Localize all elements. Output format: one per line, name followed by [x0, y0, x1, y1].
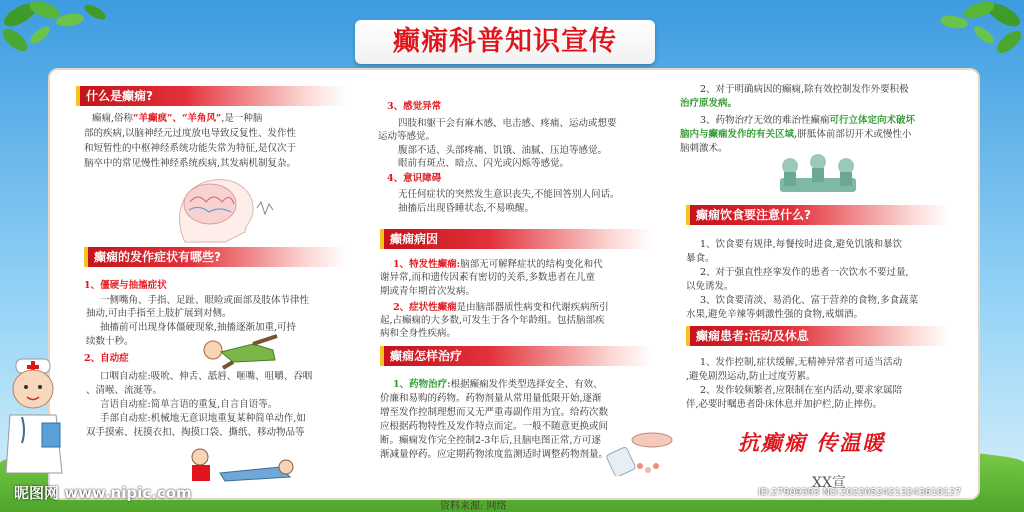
cause2-text: 是由脑部器质性病变和代谢疾病所引 [456, 302, 609, 313]
intro-text-c: ,是一种脑 [221, 113, 263, 124]
diet-line-6: 水果,避免辛辣等刺激性强的食物,戒烟酒。 [686, 309, 864, 320]
section-head-symptoms [84, 247, 346, 267]
cause2-line-1 [393, 301, 609, 315]
section-head-diet [686, 205, 950, 225]
section-head-label: 癫痫怎样治疗 [390, 349, 463, 363]
section-head-label: 什么是癫痫? [86, 89, 153, 103]
intro-text-a: 癫痫,俗称 [92, 113, 134, 124]
sensory-line-3: 腹部不适、头部疼痛、饥饿、油腻、压迫等感觉。 [398, 145, 608, 156]
treat3-line-3: 脑刺激术。 [680, 143, 728, 154]
treat3-text-2: 胼胝体前部切开术或慢性小 [797, 129, 912, 140]
diet-line-2: 暴食。 [686, 253, 715, 264]
sensory-line-2: 运动等感觉。 [378, 131, 436, 142]
symptom1-line-1: 一侧嘴角、手指、足趾、眼睑或面部及肢体节律性 [100, 295, 310, 306]
diet-line-5: 3、饮食要清淡、易消化、富于营养的食物,多食蔬菜 [700, 295, 919, 306]
automatism-line-2: 、清喉、流涎等。 [86, 385, 163, 396]
symptom-sub-2: 2、自动症 [84, 353, 129, 364]
intro-nickname: “羊癫疯”、“羊角风” [133, 113, 222, 124]
doctor-illustration [2, 355, 74, 475]
consciousness-line-1: 无任何症状的突然发生意识丧失,不能回答别人问话。 [398, 189, 620, 200]
brain-head-illustration [165, 172, 275, 244]
section-head-label: 癫痫患者:活动及休息 [696, 329, 809, 343]
source-note: 资料来源: 网络 [440, 501, 507, 512]
section-head-activity [686, 326, 950, 346]
treat3-line-2 [680, 128, 911, 142]
cause1-title: 1、特发性癫痫: [393, 259, 461, 270]
treat3-green-text: 可行立体定向术破坏 [829, 115, 916, 126]
activity-line-4: 伴,必要时嘱患者卧床休息并加护栏,防止摔伤。 [686, 399, 883, 410]
intro-line-2: 部的疾病,以脑神经元过度放电导致反复性、发作性 [84, 128, 297, 139]
leaves-left-decoration [0, 0, 120, 70]
sensory-sub: 3、感觉异常 [387, 101, 442, 112]
treatment-line-1 [393, 378, 603, 392]
automatism-line-5: 双手摸索、抚摸衣扣、掏摸口袋、撕纸、移动物品等 [86, 427, 305, 438]
diet-line-1: 1、饮食要有规律,每餐按时进食,避免饥饿和暴饮 [700, 239, 903, 250]
treatment-title: 1、药物治疗: [393, 379, 451, 390]
automatism-line-4: 手部自动症:机械地无意识地重复某种简单动作,如 [100, 413, 306, 424]
section-head-what-is-epilepsy [76, 86, 346, 106]
treat3-line-1 [700, 114, 915, 128]
surgery-team-illustration [770, 152, 865, 194]
treatment-line-4: 应根据药物特性及发作特点而定。一般不随意更换或间 [380, 421, 609, 432]
cause2-line-3: 病和全身性疾病。 [380, 328, 457, 339]
treatment-line-5: 断。癫痫发作完全控制2-3年后,且脑电图正常,方可逐 [380, 435, 601, 446]
treat2-line-1: 2、对于明确病因的癫痫,除有效控制发作外要积极 [700, 84, 909, 95]
cause1-text: 脑部无可解释症状的结构变化和代 [460, 259, 603, 270]
intro-line-4: 脑卒中的常见慢性神经系统疾病,其发病机制复杂。 [84, 158, 297, 169]
automatism-line-3: 言语自动症:简单言语的重复,自言自语等。 [100, 399, 278, 410]
cause1-line-3: 期或青年期首次发病。 [380, 286, 476, 297]
first-aid-illustration [180, 443, 300, 483]
leaves-right-decoration [904, 0, 1024, 70]
activity-line-2: ,避免剧烈运动,防止过度劳累。 [686, 371, 816, 382]
consciousness-sub: 4、意识障碍 [387, 173, 442, 184]
seizure-person-illustration [193, 330, 285, 370]
diet-line-3: 2、对于强直性痉挛发作的患者一次饮水不要过量, [700, 267, 909, 278]
cause1-line-1 [393, 258, 603, 272]
diet-line-4: 以免诱发。 [686, 281, 734, 292]
treatment-line-2: 价廉和易购的药物。药物剂量从常用量低限开始,逐渐 [380, 393, 602, 404]
intro-line-3: 和短暂性的中枢神经系统功能失常为特征,是仅次于 [84, 143, 297, 154]
treat2-line-2: 治疗原发病。 [680, 98, 738, 109]
cause1-line-2: 谢异常,而和遗传因素有密切的关系,多数患者在儿童 [380, 272, 596, 283]
symptom1-line-4: 续数十秒。 [86, 336, 134, 347]
consciousness-line-2: 抽搐后出现昏睡状态,不易唤醒。 [398, 203, 535, 214]
cause2-title: 2、症状性癫痫 [393, 302, 457, 313]
section-head-label: 癫痫的发作症状有哪些? [94, 250, 221, 264]
treatment-line-6: 渐减量停药。应定期药物浓度监测适时调整药物剂量。 [380, 449, 609, 460]
cause2-line-2: 起,占癫痫的大多数,可发生于各个年龄组。包括脑部疾 [380, 315, 605, 326]
automatism-line-1: 口咽自动症:吸吮、伸舌、舐唇、咂嘴、咀嚼、吞咽 [100, 371, 313, 382]
treatment-line-3: 增至发作控制理想而又无严重毒副作用为宜。给药次数 [380, 407, 609, 418]
treatment-text: 根据癫痫发作类型选择安全、有效、 [450, 379, 603, 390]
section-head-label: 癫痫饮食要注意什么? [696, 208, 811, 222]
treat3-text: 3、药物治疗无效的难治性癫痫 [700, 115, 830, 126]
watermark-right: ID:27909393 NO:20220524213243610127 [758, 487, 962, 498]
watermark-left: 昵图网 www.nipic.com [14, 484, 192, 502]
title-banner [355, 20, 655, 64]
treat3-green-text-2: 脑内与癫痫发作的有关区域, [680, 129, 798, 140]
sensory-line-1: 四肢和躯干会有麻木感、电击感、疼痛、运动或想要 [398, 118, 617, 129]
activity-line-3: 2、发作较频繁者,应限制在室内活动,要求家属陪 [700, 385, 903, 396]
section-head-causes [380, 229, 652, 249]
activity-line-1: 1、发作控制,症状缓解,无精神异常者可适当活动 [700, 357, 903, 368]
sensory-line-4: 眼前有斑点、暗点、闪光或闪烁等感觉。 [398, 158, 570, 169]
symptom-sub-1: 1、僵硬与抽搐症状 [84, 280, 167, 291]
slogan: 抗癫痫 传温暖 [738, 430, 886, 455]
publisher-mark: XX宣 [812, 475, 846, 491]
page-title: 癫痫科普知识宣传 [393, 26, 617, 57]
symptom1-line-3: 抽搐前可出现身体僵硬现象,抽搐逐渐加重,可持 [100, 322, 297, 333]
section-head-treatment [380, 346, 652, 366]
section-head-label: 癫痫病因 [390, 232, 439, 246]
symptom1-line-2: 抽动,可由手指至上肢扩展到对侧。 [86, 308, 232, 319]
pills-illustration [600, 426, 680, 476]
intro-line-1 [92, 112, 352, 126]
